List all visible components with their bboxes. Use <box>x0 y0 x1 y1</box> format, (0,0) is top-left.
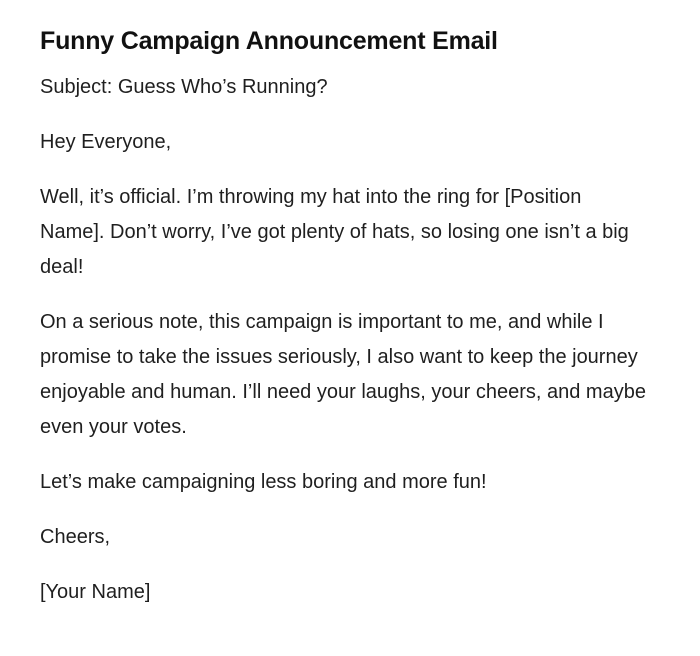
email-document <box>40 24 650 630</box>
email-signature: [Your Name] <box>40 581 151 603</box>
email-subject: Subject: Guess Who’s Running? <box>40 76 328 98</box>
document-title: Funny Campaign Announcement Email <box>40 27 498 55</box>
email-greeting: Hey Everyone, <box>40 131 172 153</box>
email-closing: Cheers, <box>40 526 111 548</box>
email-paragraph-fun: Let’s make campaigning less boring and more fun! <box>40 471 487 493</box>
email-paragraph-announcement: Well, it’s official. I’m throwing my hat into the ring for [Position Name]. Don’t worry, I’ve got plenty of hats, so losing one isn’t a big deal! <box>40 186 629 278</box>
email-paragraph-serious-note: On a serious note, this campaign is important to me, and while I promise to take the issues seriously, I also want to keep the journey enjoyable and human. I’ll need your laughs, your cheers, and maybe even your votes. <box>40 311 646 438</box>
